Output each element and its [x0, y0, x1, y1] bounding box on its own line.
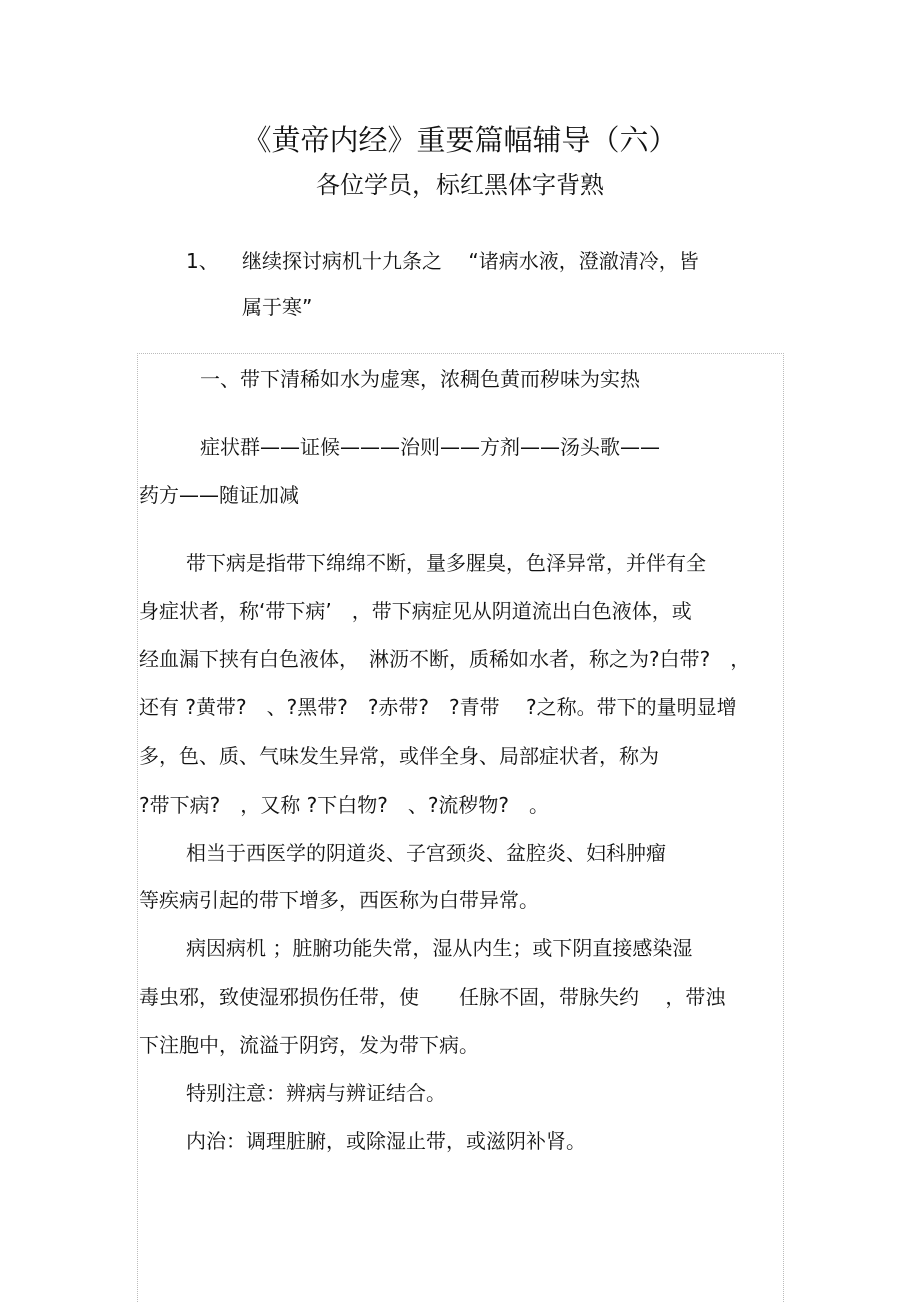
- paragraph-line: 带下病是指带下绵绵不断，量多腥臭，色泽异常，并伴有全: [186, 551, 706, 575]
- paragraph-line: 毒虫邪，致使湿邪损伤任带，使 任脉不固，带脉失约 ，带浊: [139, 985, 726, 1009]
- paragraph-line: 等疾病引起的带下增多，西医称为白带异常。: [139, 888, 539, 912]
- paragraph-line: 身症状者，称‘带下病’ ，带下病症见从阴道流出白色液体，或: [139, 599, 692, 623]
- flow-line: 药方——随证加减: [139, 483, 299, 507]
- flow-line: 症状群——证候———治则——方剂——汤头歌——: [200, 435, 660, 459]
- paragraph-line: 经血漏下挟有白色液体， 淋沥不断，质稀如水者，称之为?白带? ，: [139, 647, 751, 671]
- paragraph-line: 相当于西医学的阴道炎、子宫颈炎、盆腔炎、妇科肿瘤: [186, 841, 666, 865]
- item-text-line: 属于寒”: [242, 295, 313, 319]
- document-subtitle: 各位学员，标红黑体字背熟: [316, 171, 604, 199]
- paragraph-line: ?带下病? ，又称 ?下白物? 、?流秽物? 。: [139, 793, 550, 817]
- item-text-line: 继续探讨病机十九条之 “诸病水液，澄澈清冷，皆: [242, 249, 699, 273]
- document-title: 《黄帝内经》重要篇幅辅导（六）: [242, 123, 678, 157]
- paragraph-line: 多，色、质、气味发生异常，或伴全身、局部症状者，称为: [139, 744, 659, 768]
- section-heading: 一、带下清稀如水为虚寒，浓稠色黄而秽味为实热: [200, 367, 640, 391]
- paragraph-line: 病因病机 ；脏腑功能失常，湿从内生；或下阴直接感染湿: [186, 936, 693, 960]
- paragraph-line: 下注胞中，流溢于阴窍，发为带下病。: [139, 1033, 479, 1057]
- paragraph-line: 内治：调理脏腑，或除湿止带，或滋阴补肾。: [186, 1129, 586, 1153]
- paragraph-line: 特别注意：辨病与辨证结合。: [186, 1081, 446, 1105]
- paragraph-line: 还有 ?黄带? 、?黑带? ?赤带? ?青带 ?之称。带下的量明显增: [139, 695, 737, 719]
- item-number: 1、: [186, 249, 219, 273]
